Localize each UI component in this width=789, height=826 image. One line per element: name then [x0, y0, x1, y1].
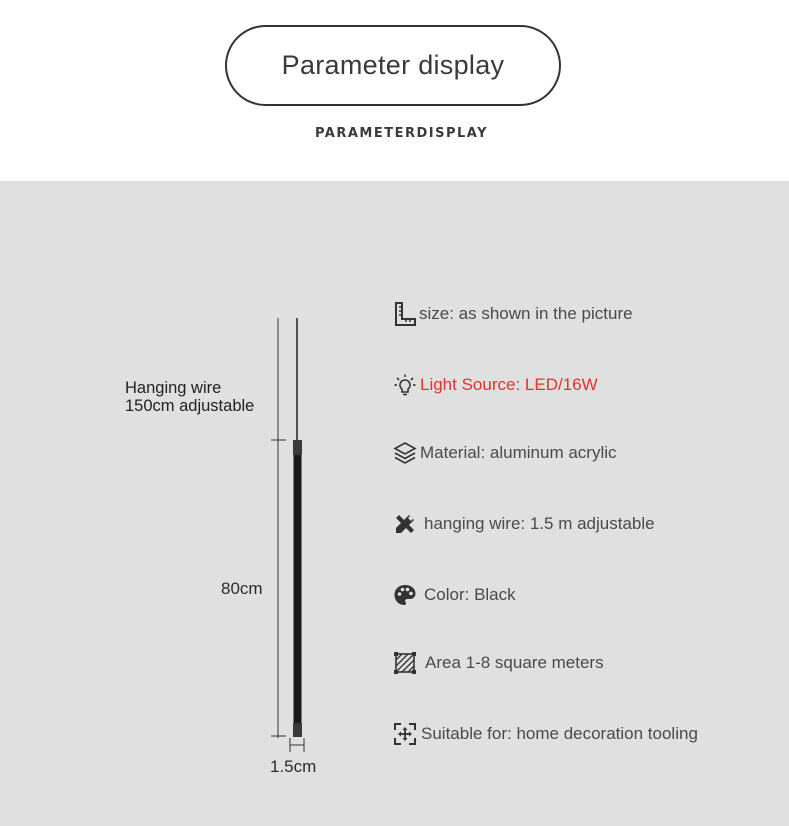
page-title: Parameter display [225, 25, 561, 106]
wire-label [125, 379, 254, 415]
spec-hanging-wire [393, 512, 655, 536]
light-bulb-icon [393, 373, 417, 397]
spec-label: Light Source: LED/16W [420, 375, 598, 394]
spec-suitable [393, 722, 698, 746]
spec-material [393, 441, 617, 465]
spec-color [393, 583, 516, 607]
spec-area [393, 651, 604, 675]
lamp-cap-top [293, 440, 302, 455]
spec-size [393, 302, 633, 326]
lamp-body [294, 440, 302, 737]
page-subtitle: PARAMETERDISPLAY [314, 126, 489, 141]
lamp-cap-bottom [293, 723, 302, 737]
ruler-square-icon [393, 302, 417, 326]
tools-icon [393, 512, 417, 536]
parameter-panel [0, 181, 789, 826]
spec-label: Material: aluminum acrylic [420, 443, 617, 462]
wire-label-line1: Hanging wire [125, 379, 222, 397]
spec-label: Color: Black [424, 585, 516, 604]
move-arrows-icon [393, 722, 417, 746]
length-label: 80cm [221, 579, 263, 598]
header [0, 0, 789, 181]
diameter-label: 1.5cm [270, 757, 317, 776]
wire-label-line2: 150cm adjustable [125, 397, 255, 415]
palette-icon [393, 583, 417, 607]
area-pattern-icon [393, 651, 417, 675]
spec-label: Area 1-8 square meters [425, 653, 604, 672]
spec-label: hanging wire: 1.5 m adjustable [424, 514, 655, 533]
layers-icon [393, 441, 417, 465]
spec-label: Suitable for: home decoration tooling [421, 724, 698, 743]
spec-label: size: as shown in the picture [419, 304, 633, 323]
spec-light-source [393, 373, 598, 397]
